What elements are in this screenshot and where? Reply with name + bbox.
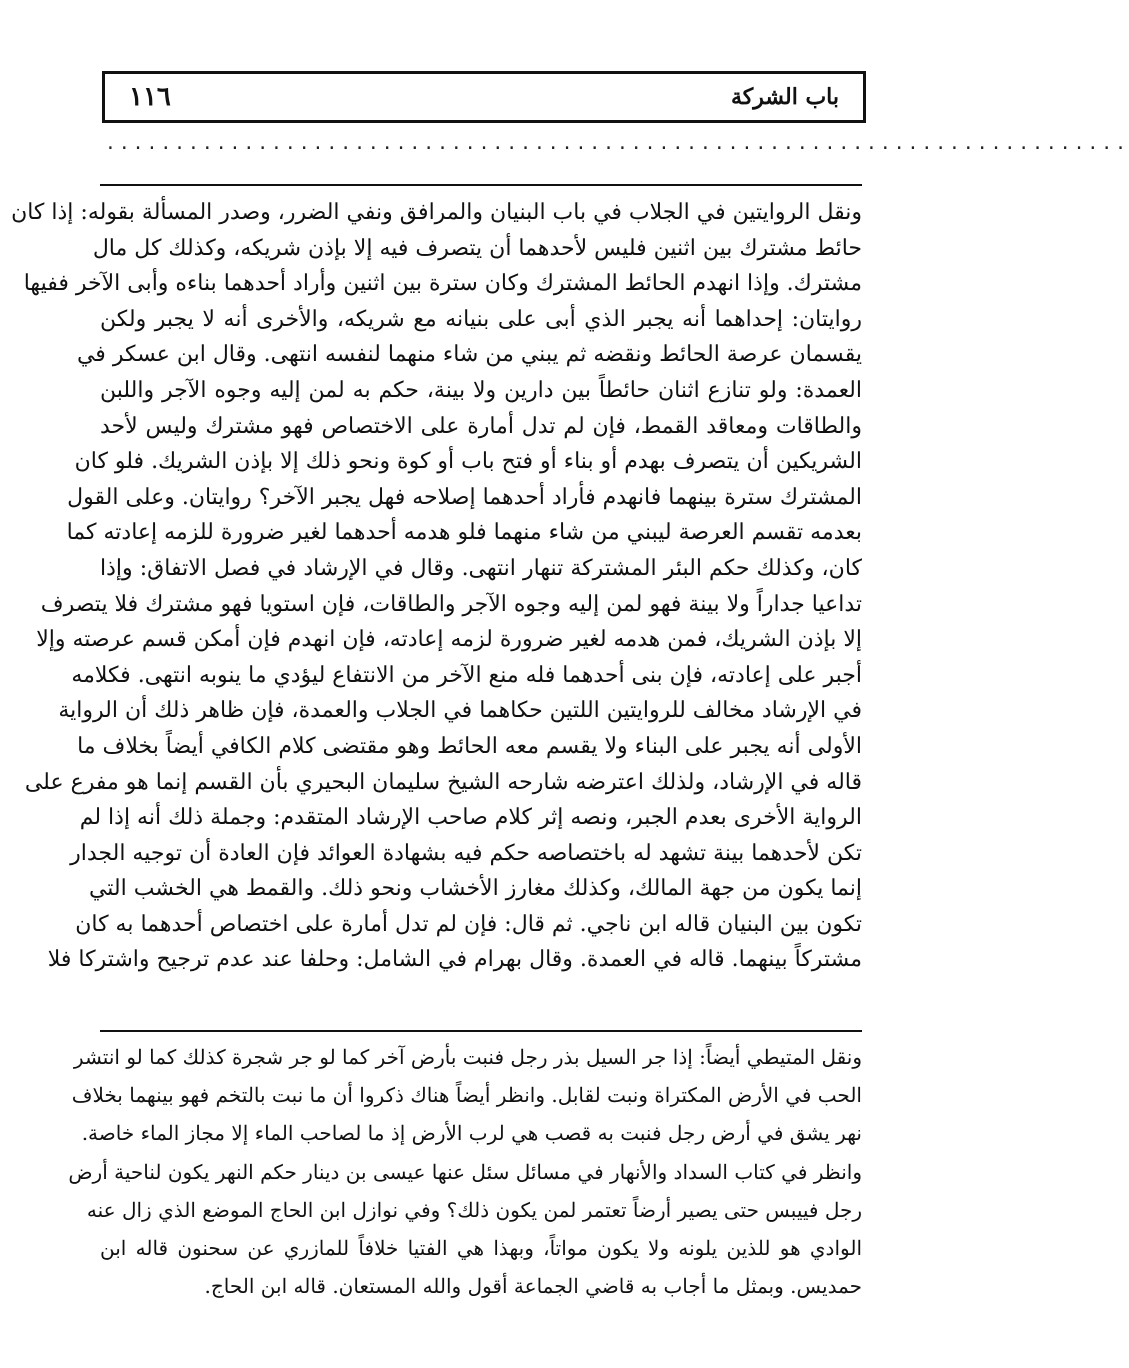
footnote-line: الحب في الأرض المكتراة ونبت لقابل. وانظر أيضاً هناك ذكروا أن ما نبت بالتخم فهو بينهما بخلاف	[71, 1083, 862, 1108]
footnote-line: رجل فييبس حتى يصير أرضاً تعتمر لمن يكون ذلك؟ وفي نوازل ابن الحاج الموضع الذي زال عنه	[86, 1197, 862, 1222]
text-line: يقسمان عرصة الحائط ونقضه ثم يبني من شاء منهما لنفسه انتهى. وقال ابن عسكر في	[76, 342, 862, 368]
text-line: مشترك. وإذا انهدم الحائط المشترك وكان سترة بين اثنين وأراد أحدهما بناءه وأبى الآخر ففيها	[23, 271, 862, 297]
main-body-text	[11, 195, 862, 978]
top-rule	[100, 184, 862, 186]
text-line: تداعيا جداراً ولا بينة فهو لمن إليه وجوه الآجر والطاقات، فإن استويا فهو مشترك فلا يتصرف	[40, 591, 862, 617]
text-line: الشريكين أن يتصرف بهدم أو بناء أو فتح باب أو كوة ونحو ذلك إلا بإذن الشريك. فلو كان	[74, 449, 862, 475]
footnote-line: نهر يشق في أرض رجل فنبت به قصب هي لرب الأرض إذ ما لصاحب الماء إلا مجاز الماء خاصة.	[81, 1121, 862, 1146]
text-line: إلا بإذن الشريك، فمن هدمه لغير ضرورة لزمه إعادته، فإن انهدم فإن أمكن قسم عرصته وإلا	[36, 627, 862, 653]
text-line: تكون بين البنيان قاله ابن ناجي. ثم قال: فإن لم تدل أمارة على اختصاص أحدهما به كان	[75, 911, 862, 937]
text-line: مشتركاً بينهما. قاله في العمدة. وقال بهرام في الشامل: وحلفا عند عدم ترجيح واشتركا فلا	[47, 947, 862, 973]
page-number: ١١٦	[129, 82, 171, 112]
chapter-title: باب الشركة	[730, 84, 839, 110]
text-line: ونقل الروايتين في الجلاب في باب البنيان والمرافق ونفي الضرر، وصدر المسألة بقوله: إذا كان	[11, 200, 862, 225]
footnote-line: ونقل المتيطي أيضاً: إذا جر السيل بذر رجل فنبت بأرض آخر كما لو جر شجرة كذلك كما لو انتشر	[73, 1045, 862, 1069]
text-line: المشترك سترة بينهما فانهدم فأراد أحدهما إصلاحه فهل يجبر الآخر؟ روايتان. وعلى القول	[67, 484, 862, 510]
text-line: والطاقات ومعاقد القمط، فإن لم تدل أمارة على الاختصاص فهو مشترك وليس لأحد	[100, 413, 862, 439]
text-line: العمدة: ولو تنازع اثنان حائطاً بين دارين ولا بينة، حكم به لمن إليه وجوه الآجر واللبن	[100, 377, 862, 403]
text-line: أجبر على إعادته، فإن بنى أحدهما فله منع الآخر من الانتفاع ليؤدي ما ينوبه انتهى. فكلامه	[71, 662, 862, 688]
footnote-line: حمديس. وبمثل ما أجاب به قاضي الجماعة أقول والله المستعان. قاله ابن الحاج.	[204, 1274, 862, 1299]
text-line: بعدمه تقسم العرصة ليبني من شاء منهما فلو هدمه أحدهما لغير ضرورة للزمه إعادته كما	[66, 520, 862, 546]
text-line: إنما يكون من جهة المالك، وكذلك مغارز الأخشاب ونحو ذلك. والقمط هي الخشب التي	[88, 876, 862, 902]
dotted-separator: ..........................................................................	[105, 133, 1129, 154]
text-line: كان، وكذلك حكم البئر المشتركة تنهار انتهى. وقال في الإرشاد في فصل الاتفاق: وإذا	[100, 555, 862, 581]
footnote-line: الوادي هو للذين يلونه ولا يكون مواتاً، وبهذا هي الفتيا خلافاً للمازري عن سحنون قاله ابن	[100, 1235, 863, 1260]
text-line: تكن لأحدهما بينة تشهد له باختصاصه حكم فيه بشهادة العوائد فإن العادة أن توجيه الجدار	[70, 840, 862, 866]
footnote-rule	[100, 1030, 862, 1032]
footnote-text	[68, 1038, 863, 1305]
text-line: الرواية الأخرى بعدم الجبر، ونصه إثر كلام صاحب الإرشاد المتقدم: وجملة ذلك أنه إذا لم	[79, 805, 862, 831]
text-line: في الإرشاد مخالف للروايتين اللتين حكاهما في الجلاب والعمدة، فإن ظاهر ذلك أن الرواية	[58, 698, 862, 724]
text-line: حائط مشترك بين اثنين فليس لأحدهما أن يتصرف فيه إلا بإذن شريكه، وكذلك كل مال	[92, 235, 862, 261]
footnote-line: وانظر في كتاب السداد والأنهار في مسائل سئل عنها عيسى بن دينار حكم النهر يكون لناحية أرض	[68, 1159, 862, 1184]
text-line: قاله في الإرشاد، ولذلك اعترضه شارحه الشيخ سليمان البحيري بأن القسم إنما هو مفرع على	[24, 769, 862, 795]
text-line: روايتان: إحداهما أنه يجبر الذي أبى على بنيانه مع شريكه، والأخرى أنه لا يجبر ولكن	[100, 306, 862, 332]
page-header	[102, 71, 866, 123]
text-line: الأولى أنه يجبر على البناء ولا يقسم معه الحائط وهو مقتضى كلام الكافي أيضاً بخلاف ما	[77, 733, 862, 759]
